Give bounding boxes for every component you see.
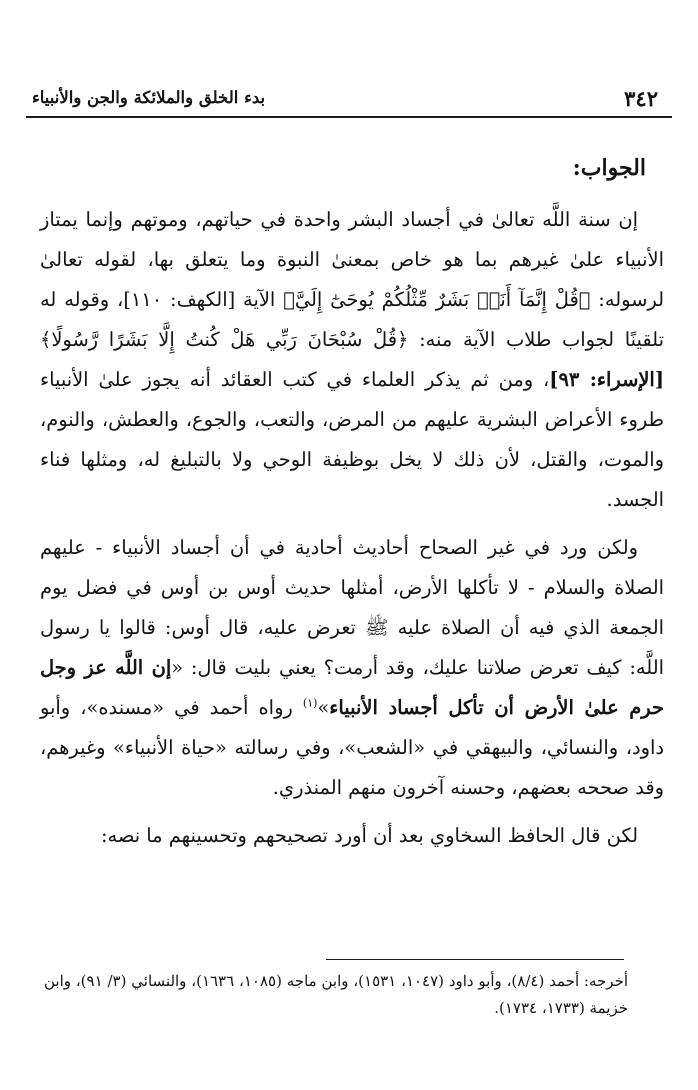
p1-text-5: ، ومن ثم يذكر العلماء في كتب العقائد أنه يجوز علىٰ الأنبياء طروء الأعراض البشرية عليهم من المرض، والتعب، والجوع، والعطش، والنوم، والموت، والقتل، لأن ذلك لا يخل بوظيفة الوحي ولا بالتبليغ له، ومثلها فناء الجسد.	[40, 368, 664, 511]
p1-text-2: الآية	[235, 288, 284, 311]
page-header	[26, 80, 672, 118]
verse-reference-2: [الإسراء: ٩٣]	[549, 368, 664, 391]
p2-text-2: »	[317, 696, 330, 719]
p2-text-3: رواه أحمد في «مسنده»، وأبو داود، والنسائي، والبيهقي في «الشعب»، وفي رسالته «حياة الأنبياء» وغيرهم، وقد صححه بعضهم، وحسنه آخرون منهم المنذري.	[40, 696, 664, 799]
footnote: أخرجه: أحمد (٨/٤)، وأبو داود (١٠٤٧، ١٥٣١)، وابن ماجه (١٠٨٥، ١٦٣٦)، والنسائي (٣/ ٩١)، وابن خزيمة (١٧٣٣، ١٧٣٤).	[44, 972, 629, 1017]
running-title: بدء الخلق والملائكة والجن والأنبياء	[32, 88, 266, 107]
section-heading: الجواب:	[572, 155, 646, 181]
p2-text-1: ولكن ورد في غير الصحاح أحاديث أحادية في أن أجساد الأنبياء - عليهم الصلاة والسلام - لا تأكلها الأرض، أمثلها حديث أوس بن أوس في فضل يوم الجمعة الذي فيه أن الصلاة عليه ﷺ تعرض عليه، قال أوس: قالوا يا رسول اللَّه: كيف تعرض صلاتنا عليك، وقد أرمت؟ يعني بليت قال: «	[40, 536, 664, 679]
main-text	[40, 138, 664, 864]
page-number: ٣٤٢	[624, 86, 658, 111]
p1-text-3: ، وقوله له تلقينًا لجواب طلاب الآية منه:	[40, 288, 664, 351]
paragraph-2	[40, 528, 664, 808]
paragraph-3: لكن قال الحافظ السخاوي بعد أن أورد تصحيحهم وتحسينهم ما نصه:	[100, 824, 638, 847]
verse-reference-1: [الكهف: ١١٠]	[123, 288, 236, 311]
quran-verse-2: ﴿قُلْ سُبْحَانَ رَبِّي هَلْ كُنتُ إِلَّا بَشَرًا رَّسُولًا﴾	[40, 328, 409, 351]
paragraph-1	[40, 200, 664, 520]
footnote-divider	[326, 959, 624, 960]
p1-text-1: إن سنة اللَّه تعالىٰ في أجساد البشر واحدة في حياتهم، وموتهم وإنما يمتاز الأنبياء علىٰ غيرهم بما هو خاص بمعنىٰ النبوة وما يتعلق بها، لقوله تعالىٰ لرسوله:	[40, 208, 665, 311]
quran-verse-1: ﴿قُلْ إِنَّمَآ أَنَا۠ بَشَرٌ مِّثْلُكُمْ يُوحَىٰٓ إِلَيَّ﴾	[283, 288, 591, 311]
footnote-marker: (١)	[302, 696, 318, 710]
hadith-text: إن اللَّه عز وجل حرم علىٰ الأرض أن تأكل أجساد الأنبياء	[40, 656, 664, 719]
